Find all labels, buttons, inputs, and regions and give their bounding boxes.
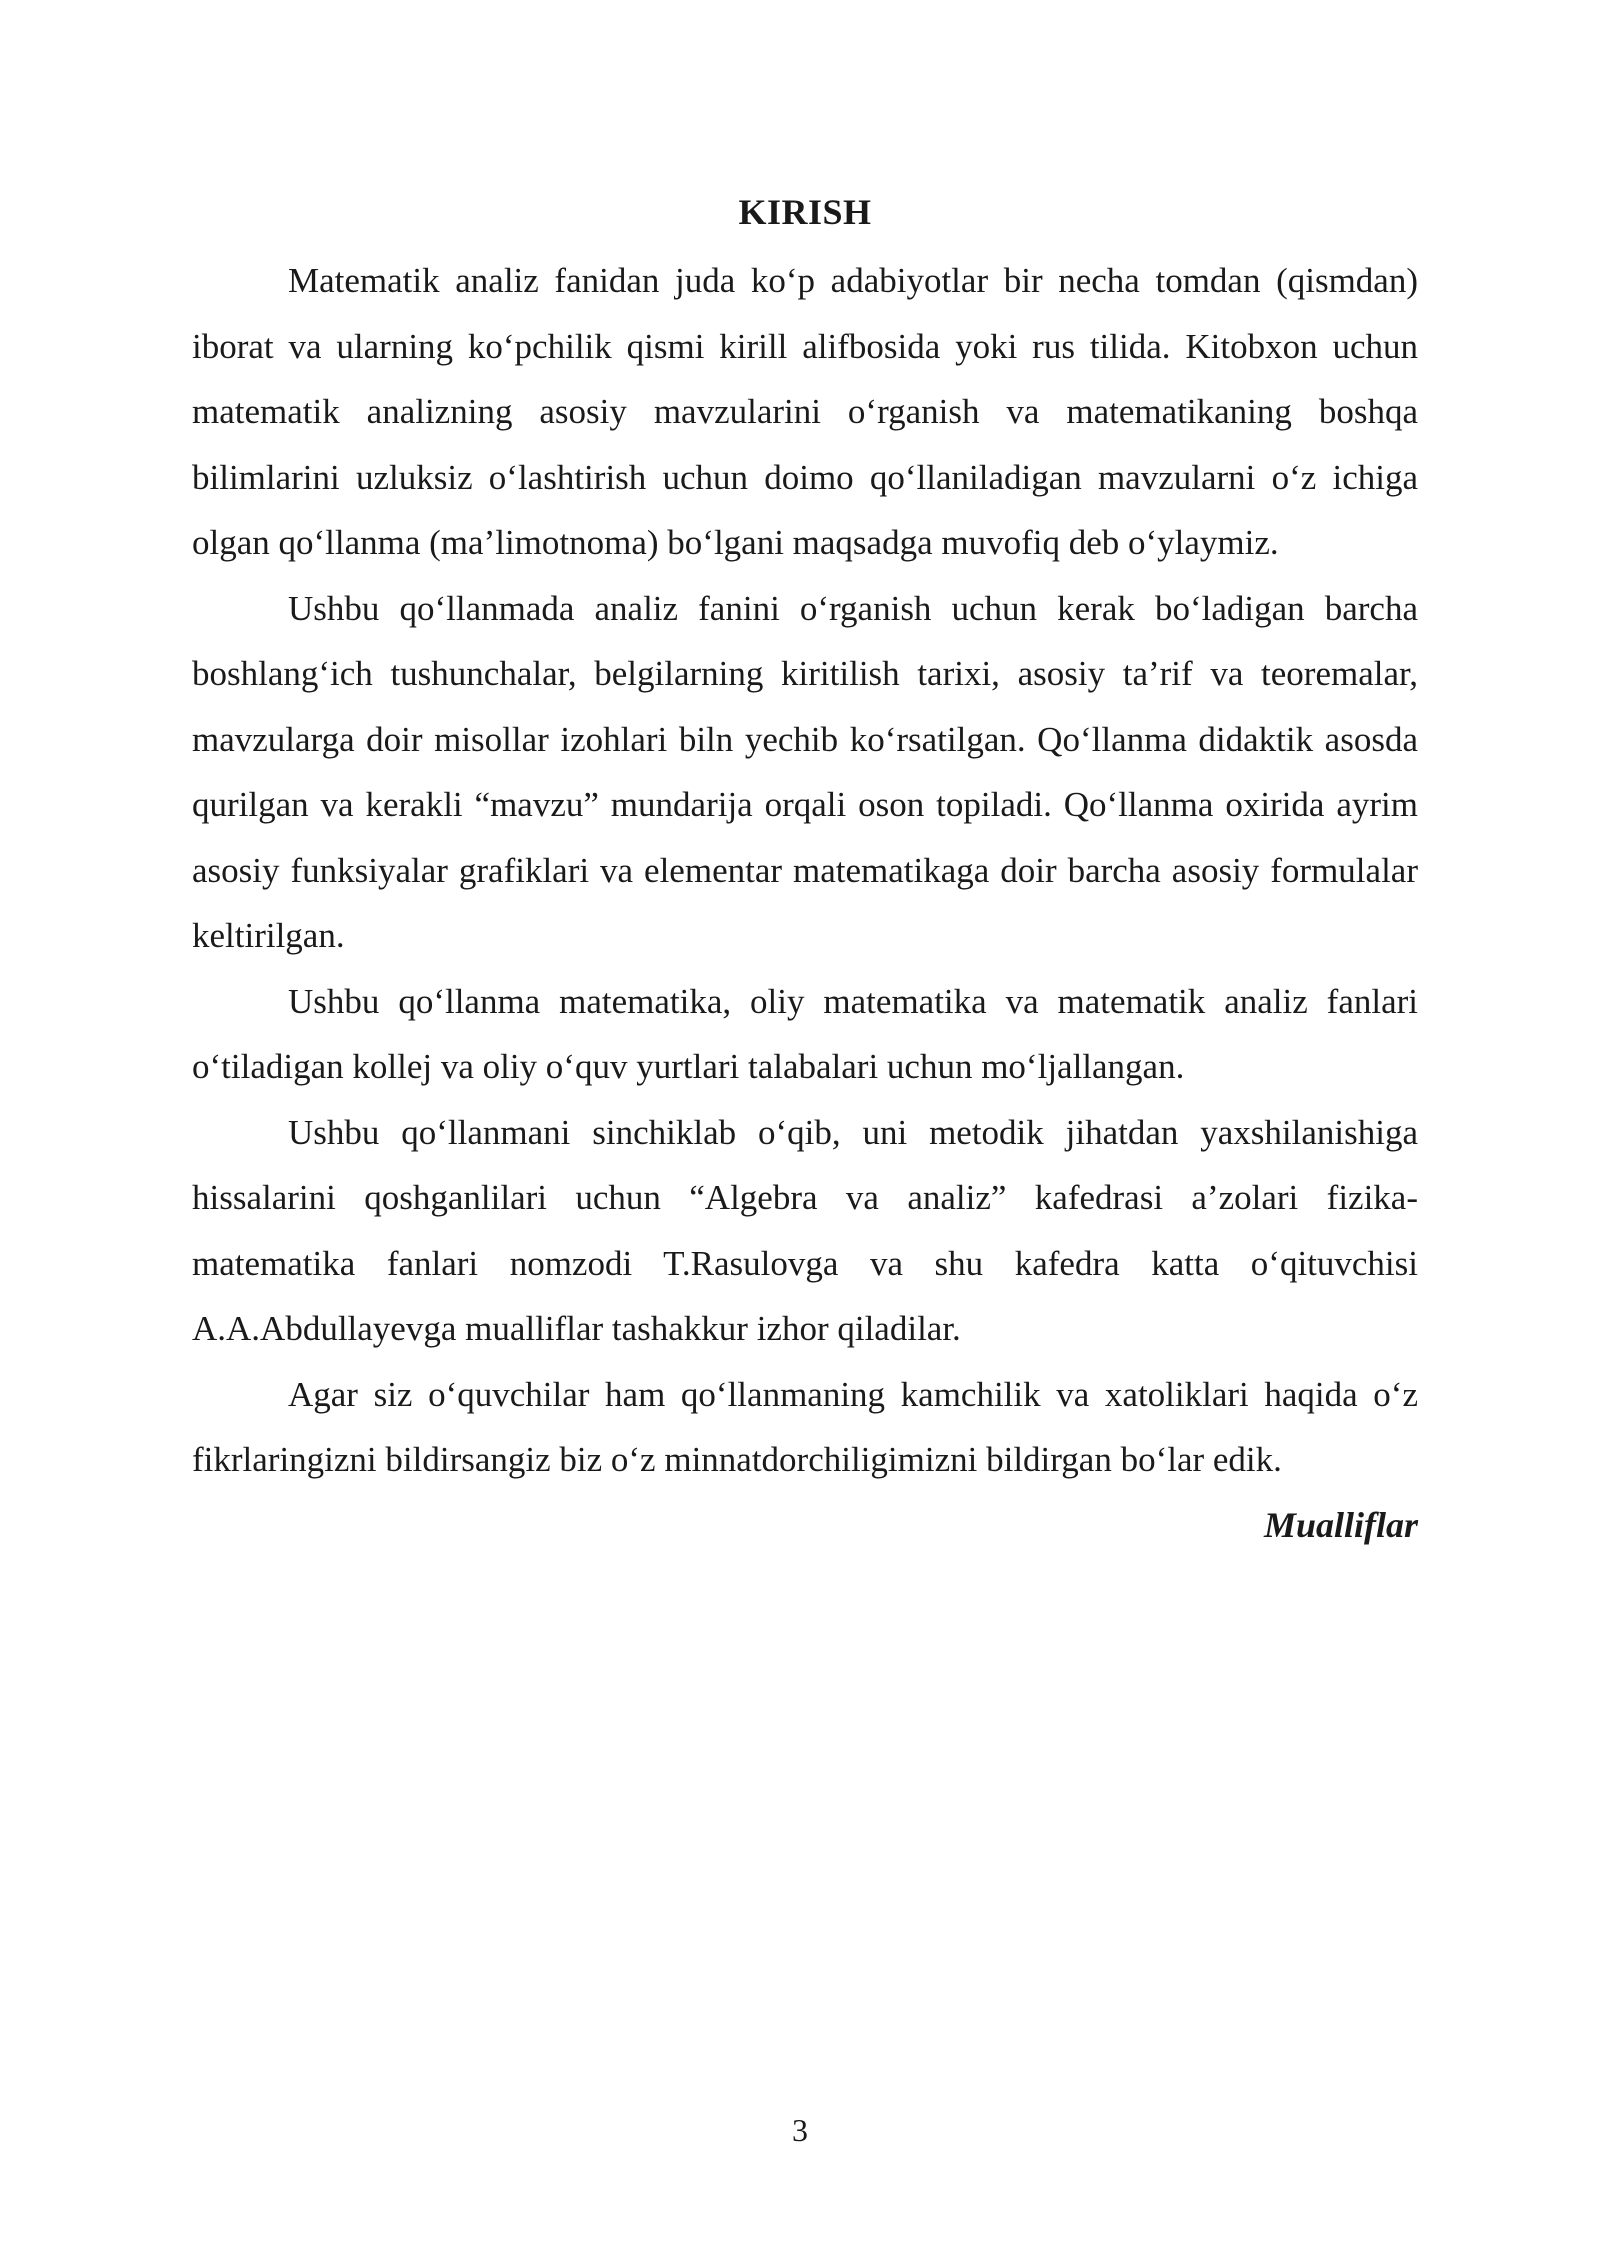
authors-signature: Mualliflar bbox=[1263, 1504, 1418, 1545]
page-content bbox=[192, 186, 1418, 1558]
paragraph-4: Ushbu qoʻllanmani sinchiklab oʻqib, uni metodik jihatdan yaxshilanishiga hissalarini qoshganlilari uchun “Algebra va analiz” kafedrasi a’zolari fizika-matematika fanlari nomzodi T.Rasulovga va shu kafedra katta oʻqituvchisi A.A.Abdullayevga mualliflar tashakkur izhor qiladilar. bbox=[192, 1112, 1418, 1348]
paragraph-1: Matematik analiz fanidan juda koʻp adabiyotlar bir necha tomdan (qismdan) iborat va ularning koʻpchilik qismi kirill alifbosida yoki rus tilida. Kitobxon uchun matematik analizning asosiy mavzularini oʻrganish va matematikaning boshqa bilimlarini uzluksiz oʻlashtirish uchun doimo qoʻllaniladigan mavzularni oʻz ichiga olgan qoʻllanma (ma’limotnoma) boʻlgani maqsadga muvofiq deb oʻylaymiz. bbox=[192, 261, 1418, 562]
paragraph-5: Agar siz oʻquvchilar ham qoʻllanmaning kamchilik va xatoliklari haqida oʻz fikrlaringizni bildirsangiz biz oʻz minnatdorchiligimizni bildirgan boʻlar edik. bbox=[192, 1374, 1418, 1479]
page-title: KIRISH bbox=[738, 192, 872, 232]
paragraph-3: Ushbu qoʻllanma matematika, oliy matematika va matematik analiz fanlari oʻtiladigan kollej va oliy oʻquv yurtlari talabalari uchun moʻljallangan. bbox=[192, 981, 1418, 1086]
paragraph-2: Ushbu qoʻllanmada analiz fanini oʻrganish uchun kerak boʻladigan barcha boshlangʻich tushunchalar, belgilarning kiritilish tarixi, asosiy ta’rif va teoremalar, mavzularga doir misollar izohlari biln yechib koʻrsatilgan. Qoʻllanma didaktik asosda qurilgan va kerakli “mavzu” mundarija orqali oson topiladi. Qoʻllanma oxirida ayrim asosiy funksiyalar grafiklari va elementar matematikaga doir barcha asosiy formulalar keltirilgan. bbox=[192, 588, 1418, 955]
page-number: 3 bbox=[792, 2112, 808, 2148]
